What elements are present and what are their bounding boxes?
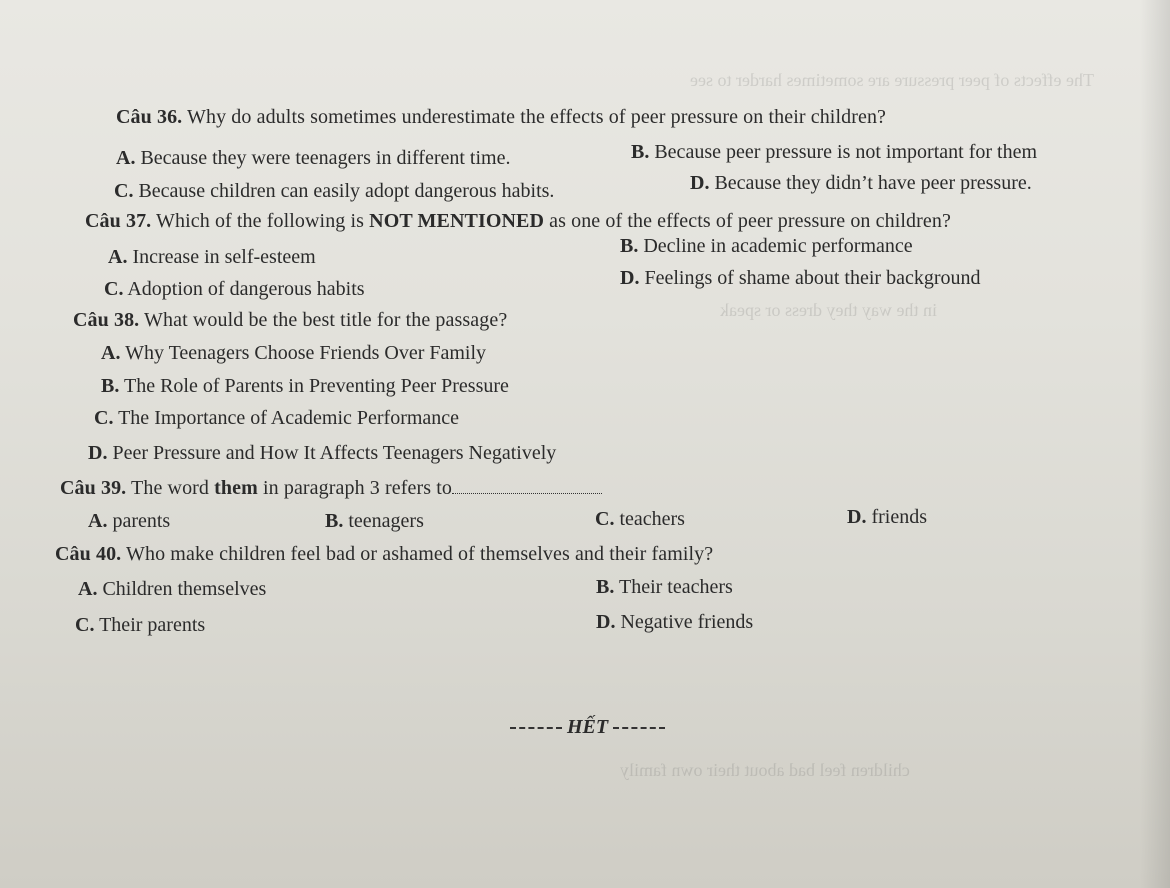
option-letter: D. [596, 611, 616, 633]
option-40-d[interactable] [596, 611, 753, 634]
option-letter: B. [101, 375, 120, 397]
option-letter: A. [108, 246, 128, 268]
option-letter: A. [101, 342, 121, 364]
option-38-b[interactable] [101, 375, 509, 398]
option-letter: C. [75, 614, 95, 636]
option-40-a[interactable] [78, 578, 266, 601]
option-text: Because peer pressure is not important for them [654, 141, 1037, 163]
question-label: Câu 36. [116, 106, 183, 128]
question-label: Câu 39. [60, 477, 127, 499]
option-letter: D. [88, 442, 108, 464]
question-text: Who make children feel bad or ashamed of themselves and their family? [126, 543, 714, 565]
option-36-d[interactable] [690, 172, 1032, 195]
option-text: teachers [619, 508, 685, 530]
question-text-after: as one of the effects of peer pressure on children? [549, 210, 951, 232]
option-37-d[interactable] [620, 267, 980, 290]
option-text: Their teachers [618, 576, 733, 598]
question-36 [116, 106, 886, 129]
option-letter: C. [104, 278, 124, 300]
question-37 [85, 210, 951, 233]
end-dash-left [510, 727, 562, 729]
paper-edge-shadow [1140, 0, 1170, 888]
option-39-d[interactable] [847, 506, 927, 529]
question-label: Câu 37. [85, 210, 152, 232]
option-40-b[interactable] [596, 576, 733, 599]
question-40 [55, 543, 713, 566]
option-text: Decline in academic performance [643, 235, 913, 257]
end-marker [510, 716, 665, 739]
option-36-b[interactable] [631, 141, 1037, 164]
option-letter: C. [94, 407, 114, 429]
bleed-through-text: The effects of peer pressure are sometimes harder to see [690, 70, 1094, 90]
question-text-after: in paragraph 3 refers to [262, 477, 452, 499]
option-39-a[interactable] [88, 510, 170, 533]
option-letter: D. [690, 172, 710, 194]
option-letter: B. [325, 510, 344, 532]
answer-blank[interactable] [452, 479, 602, 494]
option-36-a[interactable] [116, 147, 510, 170]
option-text: The Importance of Academic Performance [118, 407, 460, 429]
question-text: Why do adults sometimes underestimate the effects of peer pressure on their children? [187, 106, 887, 128]
option-text: Feelings of shame about their background [644, 267, 981, 289]
option-38-d[interactable] [88, 442, 556, 465]
option-letter: D. [847, 506, 867, 528]
option-letter: B. [620, 235, 639, 257]
question-text-before: Which of the following is [156, 210, 365, 232]
option-text: Because they were teenagers in different time. [140, 147, 511, 169]
option-text: parents [112, 510, 171, 532]
option-text: Their parents [99, 614, 206, 636]
option-38-c[interactable] [94, 407, 459, 430]
end-dash-right [613, 727, 665, 729]
option-text: friends [871, 506, 927, 528]
option-letter: A. [78, 578, 98, 600]
option-39-b[interactable] [325, 510, 424, 533]
end-text: HẾT [567, 716, 609, 738]
question-text-emphasis: NOT MENTIONED [369, 210, 545, 232]
option-text: Peer Pressure and How It Affects Teenagers Negatively [112, 442, 557, 464]
option-letter: A. [88, 510, 108, 532]
option-text: Because they didn’t have peer pressure. [714, 172, 1032, 194]
option-40-c[interactable] [75, 614, 205, 637]
option-text: teenagers [348, 510, 424, 532]
question-text: What would be the best title for the passage? [144, 309, 508, 331]
question-text-before: The word [131, 477, 210, 499]
option-37-a[interactable] [108, 246, 316, 269]
option-36-c[interactable] [114, 180, 554, 203]
option-text: Why Teenagers Choose Friends Over Family [125, 342, 487, 364]
option-letter: D. [620, 267, 640, 289]
option-text: Increase in self-esteem [132, 246, 316, 268]
option-37-b[interactable] [620, 235, 913, 258]
question-38 [73, 309, 507, 332]
option-38-a[interactable] [101, 342, 486, 365]
option-text: Negative friends [620, 611, 754, 633]
bleed-through-text: in the way they dress or speak [720, 300, 937, 320]
option-text: The Role of Parents in Preventing Peer Pressure [123, 375, 509, 397]
option-39-c[interactable] [595, 508, 685, 531]
option-letter: C. [595, 508, 615, 530]
option-text: Because children can easily adopt dangerous habits. [138, 180, 555, 202]
option-letter: A. [116, 147, 136, 169]
question-label: Câu 38. [73, 309, 140, 331]
option-text: Children themselves [102, 578, 267, 600]
option-letter: B. [596, 576, 615, 598]
bleed-through-text: children feel bad about their own family [620, 760, 910, 780]
option-letter: C. [114, 180, 134, 202]
option-37-c[interactable] [104, 278, 365, 301]
question-label: Câu 40. [55, 543, 122, 565]
option-letter: B. [631, 141, 650, 163]
question-39 [60, 477, 602, 500]
option-text: Adoption of dangerous habits [127, 278, 365, 300]
question-text-emphasis: them [214, 477, 258, 499]
